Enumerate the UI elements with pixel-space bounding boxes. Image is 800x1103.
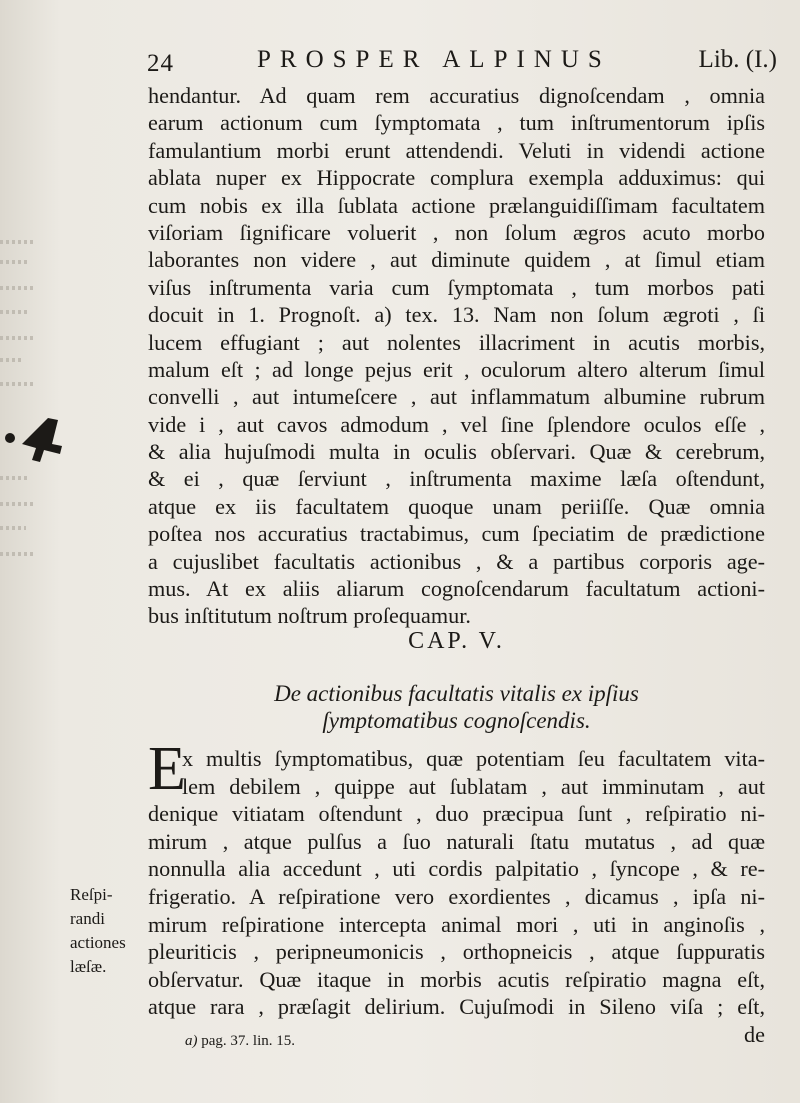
text-line: obſervatur. Quæ itaque in morbis acutis reſpiratio magna eſt, [148, 966, 765, 992]
chapter-heading: CAP. V. [408, 628, 505, 654]
text-line: lem debilem , quippe aut ſublatam , aut imminutam , aut [182, 773, 765, 799]
drop-capital: E [148, 735, 186, 803]
catchword: de [744, 1021, 765, 1047]
text-line: a cujuslibet facultatis actionibus , & a partibus corporis age- [148, 548, 765, 574]
text-line: nonnulla alia accedunt , uti cordis palpitatio , ſyncope , & re- [148, 856, 765, 882]
text-line: convelli , aut intumeſcere , aut inflammatum albumine rubrum [148, 384, 765, 410]
text-line: mirum , atque pulſus a ſuo naturali ſtatu mutatus , ad quæ [148, 828, 765, 854]
text-line: earum actionum cum ſymptomata , tum inſtrumentorum ipſis [148, 110, 765, 136]
footnote [185, 1033, 295, 1050]
chapter-subtitle-line-1: De actionibus facultatis vitalis ex ipſius [274, 681, 639, 706]
text-line: docuit in 1. Prognoſt. a) tex. 13. Nam non ſolum ægroti , ſi [148, 302, 765, 328]
text-line: cum nobis ex illa ſublata actione prælanguidiſſimam facultatem [148, 192, 765, 218]
text-line: pleuriticis , peripneumonicis , orthopneicis , atque ſuppuratis [148, 939, 765, 965]
paragraph-2 [148, 745, 765, 1049]
paragraph-1 [148, 82, 765, 630]
marginal-note-line: Reſpi- [70, 885, 113, 904]
marginal-note-line: actiones [70, 933, 126, 952]
text-line: atque ex iis facultatem quoque unam periiſſe. Quæ omnia [148, 493, 765, 519]
marginal-note [70, 883, 150, 979]
chapter-subtitle-line-2: ſymptomatibus cognoſcendis. [322, 708, 591, 733]
text-line: bus inſtitutum noſtrum proſequamur. [148, 603, 471, 629]
text-line: atque rara , præſagit delirium. Cujuſmodi in Sileno viſa ; eſt, [148, 994, 765, 1020]
footnote-text: pag. 37. lin. 15. [201, 1033, 295, 1049]
text-line: laborantes non videre , aut diminute quidem , at ſimul etiam [148, 247, 765, 273]
running-head [147, 44, 777, 80]
text-line: frigeratio. A reſpiratione vero exordientes , dicamus , ipſa ni- [148, 883, 765, 909]
text-line: & alia hujuſmodi multa in oculis obſervari. Quæ & cerebrum, [148, 439, 765, 465]
text-line: poſtea nos accuratius tractabimus, cum ſpeciatim de prædictione [148, 521, 765, 547]
footnote-marker: a) [185, 1033, 198, 1049]
marginal-note-line: randi [70, 909, 105, 928]
marginal-note-line: læſæ. [70, 957, 107, 976]
text-line: mirum reſpiratione intercepta animal mori , uti in anginoſis , [148, 911, 765, 937]
text-line: lucem effugiant ; aut nolentes illacriment in acutis morbis, [148, 329, 765, 355]
text-line: viſoriam ſignificare voluerit , non ſolum ægros acuto morbo [148, 219, 765, 245]
text-line: x multis ſymptomatibus, quæ potentiam ſeu facultatem vita- [182, 746, 765, 771]
text-line: ablata nuper ex Hippocrate complura exempla adduximus: qui [148, 165, 765, 191]
book-number: Lib. (I.) [698, 46, 777, 73]
bleed-through-marks [0, 240, 70, 570]
text-line: mus. At ex aliis aliarum cognoſcendarum facultatum actioni- [148, 576, 765, 602]
page-number: 24 [147, 50, 174, 77]
ink-blot-mark [0, 410, 70, 470]
text-line: famulantium morbi erunt attendendi. Veluti in videndi actione [148, 137, 765, 163]
running-title: PROSPER ALPINUS [257, 46, 611, 73]
text-line: viſus inſtrumenta varia cum ſymptomata , tum morbos pati [148, 274, 765, 300]
text-line: vide i , aut cavos admodum , vel ſine ſplendore oculos eſſe , [148, 411, 765, 437]
text-line: & ei , quæ ſerviunt , inſtrumenta maxime læſa oſtendunt, [148, 466, 765, 492]
text-line: hendantur. Ad quam rem accuratius dignoſcendam , omnia [148, 83, 765, 108]
text-line: malum eſt ; ad longe pejus erit , oculorum altero alterum ſimul [148, 356, 765, 382]
text-line: denique vitiatam oſtendunt , duo præcipua ſunt , reſpiratio ni- [148, 801, 765, 827]
